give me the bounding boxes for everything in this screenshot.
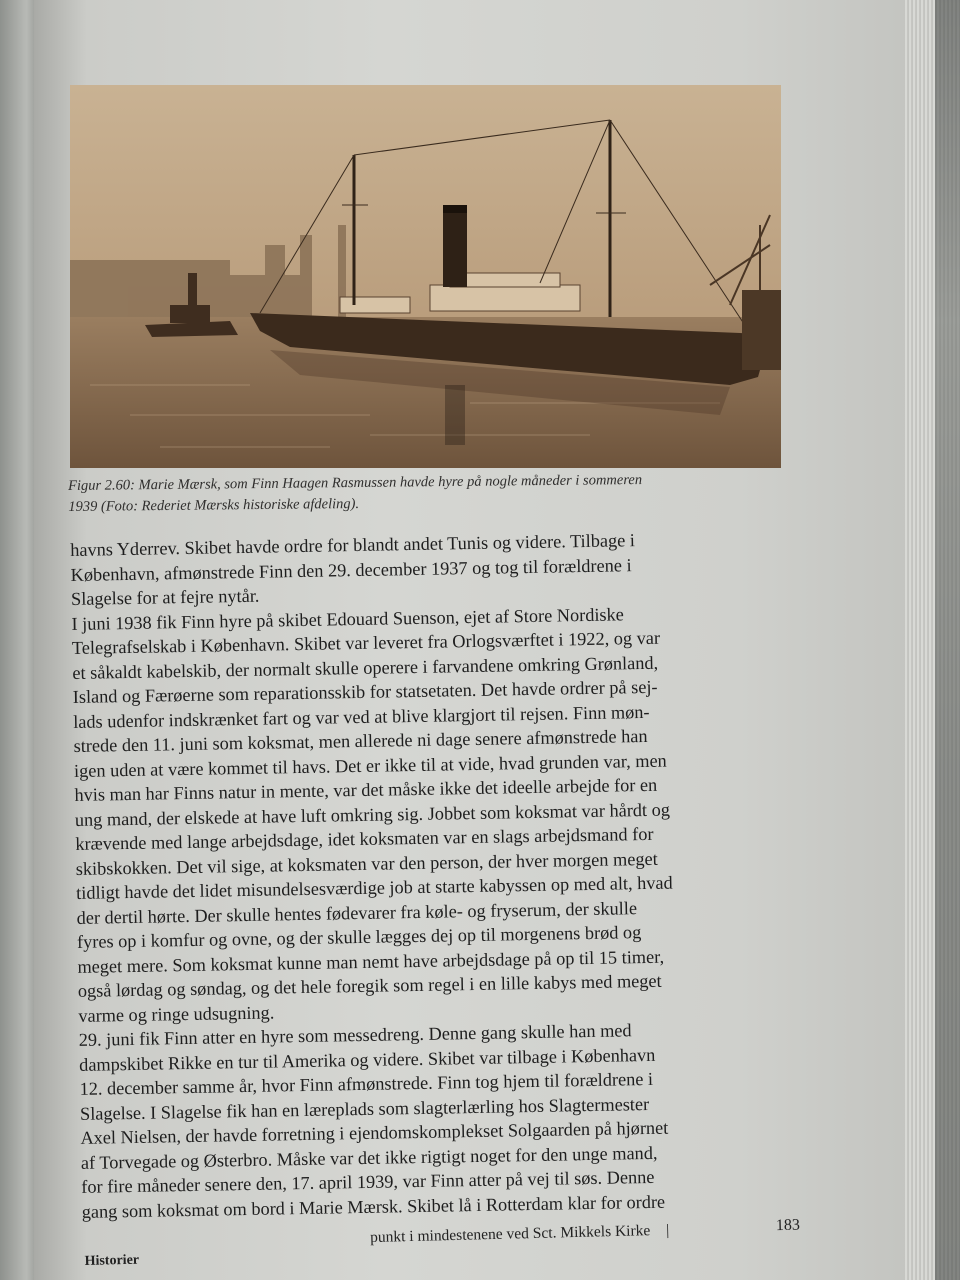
caption-line-2: 1939 (Foto: Rederiet Mærsks historiske afdeling). (68, 495, 360, 515)
caption-line-1: Figur 2.60: Marie Mærsk, som Finn Haagen Rasmussen havde hyre på nogle måneder i sommeren (68, 471, 643, 494)
running-head-right (370, 1222, 670, 1247)
text-line: hvis man har Finns natur in mente, var det måske ikke det ideelle arbejde for en (74, 774, 658, 805)
text-line: også lørdag og søndag, og det hele foregik som regel i en lille kabys med meget (77, 970, 662, 1001)
text-line: ung mand, der elskede at have luft omkring sig. Jobbet som koksmat var hårdt og (74, 799, 671, 830)
text-line: gang som koksmat om bord i Marie Mærsk. Skibet lå i Rotterdam klar for ordre (81, 1191, 666, 1222)
text-line: igen uden at være kommet til havs. Det er ikke til at vide, hvad grunden var, men (73, 750, 667, 781)
text-line: Slagelse for at fejre nytår. (70, 585, 260, 609)
text-line: for fire måneder senere den, 17. april 1939, var Finn atter på vej til søs. Denne (81, 1166, 655, 1197)
text-line: 12. december samme år, hvor Finn afmønstrede. Finn tog hjem til forældrene i (79, 1068, 654, 1099)
text-line: varme og ringe udsugning. (78, 1002, 275, 1026)
text-line: I juni 1938 fik Finn hyre på skibet Edouard Suenson, ejet af Store Nordiske (71, 603, 624, 634)
running-head-separator: | (665, 1221, 670, 1239)
body-text (70, 526, 798, 1224)
text-line: Telegrafselskab i København. Skibet var leveret fra Orlogsværftet i 1922, og var (71, 627, 661, 658)
text-line: krævende med lange arbejdsdage, idet koksmaten var en slags arbejdsmand for (75, 823, 654, 854)
text-line: Slagelse. I Slagelse fik han en læreplads som slagterlærling hos Slagtermester (79, 1093, 650, 1124)
text-line: skibskokken. Det vil sige, at koksmaten var den person, der hver morgen meget (75, 848, 658, 879)
text-line: et såkaldt kabelskib, der normalt skulle operere i farvandene omkring Grønland, (72, 652, 659, 683)
text-line: København, afmønstrede Finn den 29. december 1937 og tog til forældrene i (70, 554, 632, 585)
text-line: tidligt havde det lidet misundelsesværdige job at starte kabyssen op med alt, hvad (76, 872, 673, 903)
text-line: fyres op i komfur og ovne, og der skulle lægges dej op til morgenens brød og (76, 922, 642, 952)
running-head-left: Historier (84, 1252, 140, 1269)
ship-photo-illustration (70, 85, 781, 468)
text-line: Axel Nielsen, der havde forretning i ejendomskomplekset Solgaarden på hjørnet (80, 1117, 669, 1148)
text-line: meget mere. Som koksmat kunne man nemt have arbejdsdage på op til 15 timer, (77, 946, 665, 977)
text-line: dampskibet Rikke en tur til Amerika og videre. Skibet var tilbage i København (79, 1044, 656, 1075)
running-head-text: punkt i mindestenene ved Sct. Mikkels Kirke (369, 1222, 651, 1247)
page-number: 183 (775, 1216, 801, 1235)
text-line: der dertil hørte. Der skulle hentes fødevarer fra køle- og fryserum, der skulle (76, 897, 638, 928)
text-line: strede den 11. juni som koksmat, men allerede ni dage senere afmønstrede han (73, 725, 648, 756)
figure-caption (68, 468, 808, 518)
book-page (34, 0, 914, 1280)
text-line: havns Yderrev. Skibet havde ordre for blandt andet Tunis og videre. Tilbage i (70, 530, 636, 560)
book-spine-shadow (935, 0, 960, 1280)
text-line: Island og Færøerne som reparationsskib for statsetaten. Det havde ordrer på sej- (72, 676, 658, 707)
text-line: 29. juni fik Finn atter en hyre som messedreng. Denne gang skulle han med (78, 1020, 632, 1050)
ship-photograph (70, 85, 781, 468)
text-line: lads udenfor indskrænket fart og var ved at blive klargjort til rejsen. Finn møn- (73, 701, 650, 732)
text-line: af Torvegade og Østerbro. Måske var det ikke rigtigt noget for den unge mand, (80, 1142, 658, 1173)
